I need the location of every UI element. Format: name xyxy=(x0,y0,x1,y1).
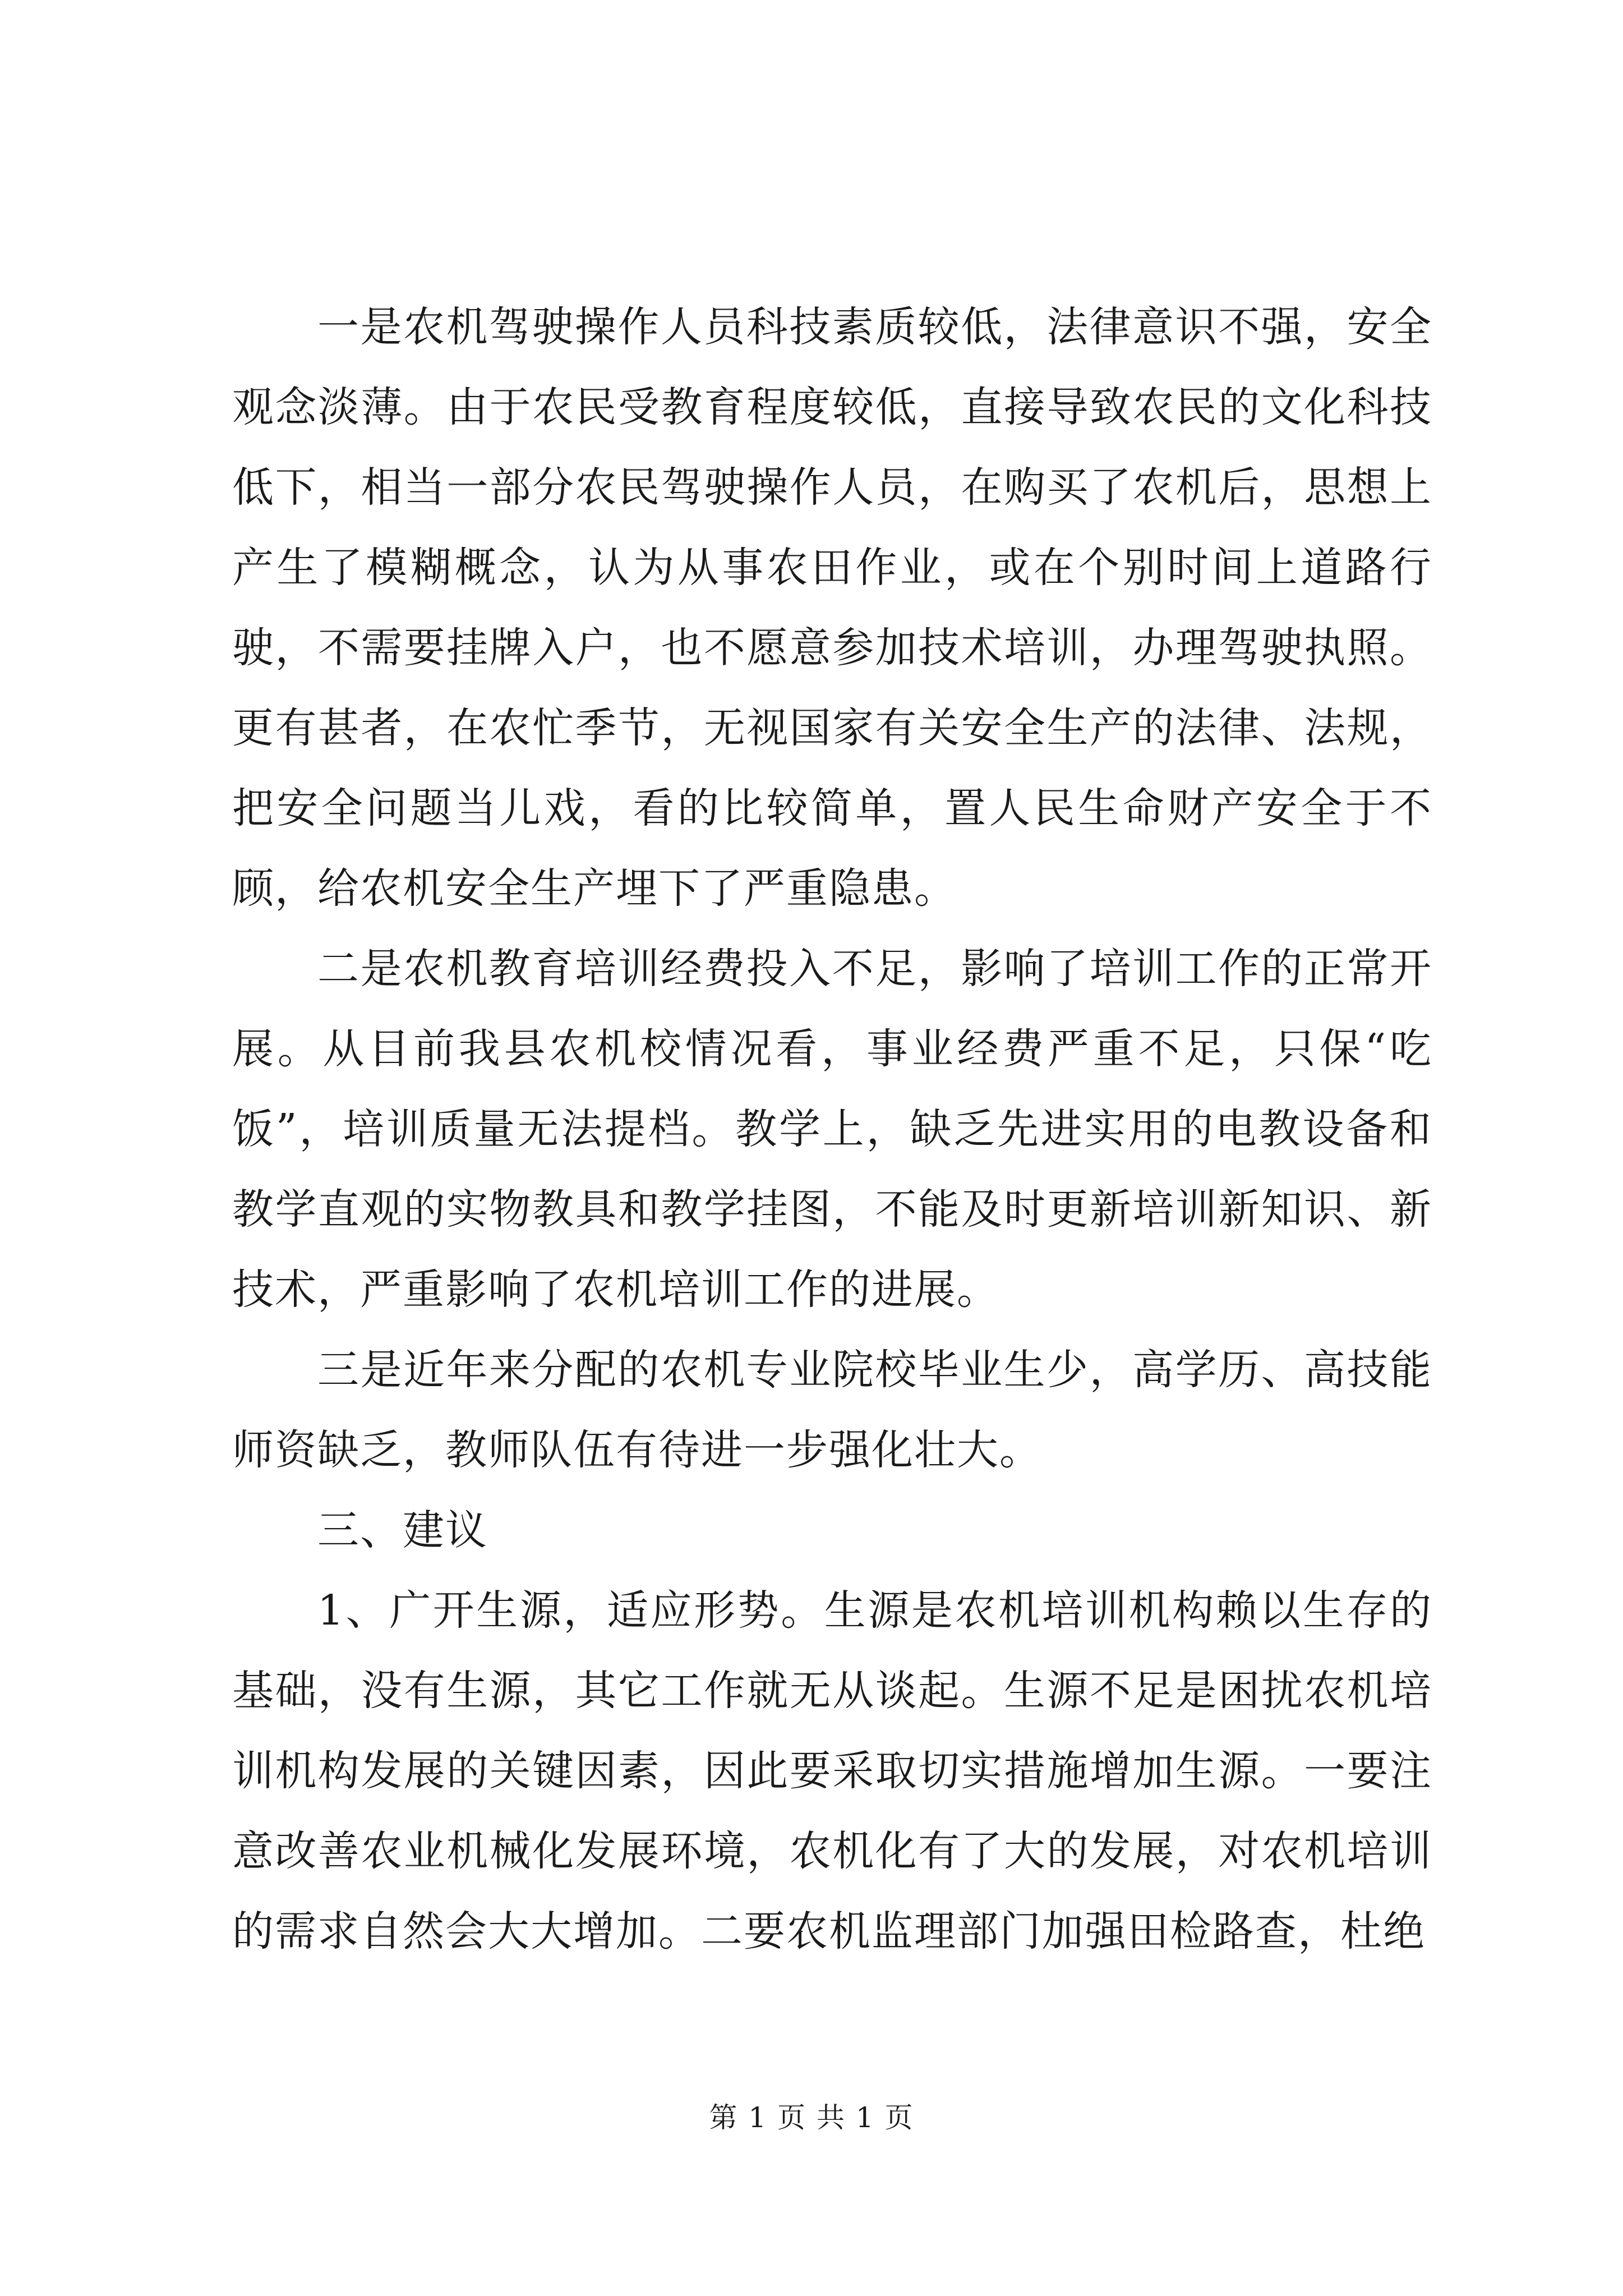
paragraph-problem-one: 一是农机驾驶操作人员科技素质较低，法律意识不强，安全观念淡薄。由于农民受教育程度较低，直接导致农民的文化科技低下，相当一部分农民驾驶操作人员，在购买了农机后，思想上产生了模糊概念，认为从事农田作业，或在个别时间上道路行驶，不需要挂牌入户，也不愿意参加技术培训，办理驾驶执照。更有甚者，在农忙季节，无视国家有关安全生产的法律、法规，把安全问题当儿戏，看的比较简单，置人民生命财产安全于不顾，给农机安全生产埋下了严重隐患。 xyxy=(232,303,1432,913)
paragraph-problem-three: 三是近年来分配的农机专业院校毕业生少，高学历、高技能师资缺乏，教师队伍有待进一步强化壮大。 xyxy=(232,1346,1432,1474)
paragraph-problem-two: 二是农机教育培训经费投入不足，影响了培训工作的正常开展。从目前我县农机校情况看，事业经费严重不足，只保“吃饭”，培训质量无法提档。教学上，缺乏先进实用的电教设备和教学直观的实物教具和教学挂图，不能及时更新培训新知识、新技术，严重影响了农机培训工作的进展。 xyxy=(232,945,1432,1314)
document-body xyxy=(232,287,1432,1972)
section-heading-suggestions: 三、建议 xyxy=(317,1506,488,1554)
paragraph-suggestion-one: 1、广开生源，适应形势。生源是农机培训机构赖以生存的基础，没有生源，其它工作就无从谈起。生源不足是困扰农机培训机构发展的关键因素，因此要采取切实措施增加生源。一要注意改善农业机械化发展环境，农机化有了大的发展，对农机培训的需求自然会大大增加。二要农机监理部门加强田检路查，杜绝 xyxy=(232,1586,1432,1955)
page-footer: 第 1 页 共 1 页 xyxy=(709,2101,914,2134)
